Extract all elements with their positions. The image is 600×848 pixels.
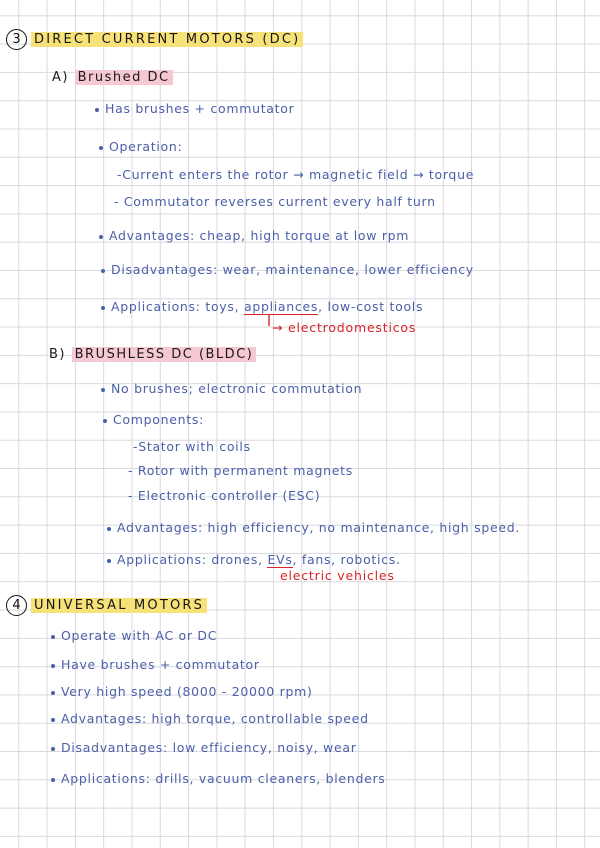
list-item xyxy=(128,463,353,478)
bullet-icon xyxy=(51,747,55,751)
list-item xyxy=(51,711,369,726)
list-item xyxy=(133,439,251,454)
list-item-text: Very high speed (8000 - 20000 rpm) xyxy=(61,684,313,699)
list-item xyxy=(107,520,520,535)
subsection-a-prefix: A) xyxy=(52,70,69,85)
underlined-term: appliances xyxy=(243,299,319,314)
section-4-number: 4 xyxy=(6,595,27,616)
bullet-icon xyxy=(51,635,55,639)
section-3-title: DIRECT CURRENT MOTORS (DC) xyxy=(31,32,303,47)
list-item-text: , fans, robotics. xyxy=(292,552,401,567)
list-item xyxy=(101,262,474,277)
list-item xyxy=(101,299,423,314)
bullet-icon xyxy=(51,718,55,722)
list-item-text: Applications: toys, xyxy=(111,299,244,314)
bullet-icon xyxy=(103,419,107,423)
subsection-b-prefix: B) xyxy=(49,347,66,362)
list-item-text: - Electronic controller (ESC) xyxy=(128,488,321,503)
bullet-icon xyxy=(101,388,105,392)
bullet-icon xyxy=(51,778,55,782)
list-item-text: No brushes; electronic commutation xyxy=(111,381,363,396)
bullet-icon xyxy=(101,306,105,310)
section-3-heading xyxy=(6,29,303,50)
list-item-text: Have brushes + commutator xyxy=(61,657,260,672)
list-item-text: -Current enters the rotor → magnetic field → torque xyxy=(117,167,475,182)
list-item xyxy=(51,628,217,643)
list-item-text: - Commutator reverses current every half turn xyxy=(114,194,436,209)
list-item xyxy=(51,771,386,786)
subsection-b-heading xyxy=(49,347,256,362)
bullet-icon xyxy=(99,146,103,150)
list-item-text: Advantages: high efficiency, no maintenance, high speed. xyxy=(117,520,521,535)
list-item-text: Disadvantages: wear, maintenance, lower efficiency xyxy=(111,262,474,277)
list-item-text: , low-cost tools xyxy=(318,299,424,314)
section-4-heading xyxy=(6,595,207,616)
list-item xyxy=(95,101,294,116)
list-item xyxy=(117,167,474,182)
underlined-term: EVs xyxy=(267,552,293,567)
list-item-text: Operate with AC or DC xyxy=(61,628,218,643)
subsection-a-heading xyxy=(52,70,173,85)
list-item xyxy=(103,412,204,427)
list-item-text: - Rotor with permanent magnets xyxy=(128,463,353,478)
list-item xyxy=(107,552,401,567)
bullet-icon xyxy=(51,691,55,695)
bullet-icon xyxy=(107,527,111,531)
list-item-text: Applications: drills, vacuum cleaners, blenders xyxy=(61,771,386,786)
list-item xyxy=(51,740,357,755)
bullet-icon xyxy=(101,269,105,273)
list-item-text: Disadvantages: low efficiency, noisy, wear xyxy=(61,740,357,755)
list-item-text: Advantages: high torque, controllable speed xyxy=(61,711,369,726)
list-item xyxy=(51,657,260,672)
subsection-b-title: BRUSHLESS DC (BLDC) xyxy=(72,347,257,362)
list-item-text: Advantages: cheap, high torque at low rpm xyxy=(109,228,410,243)
section-3-number: 3 xyxy=(6,29,27,50)
list-item xyxy=(128,488,320,503)
bullet-icon xyxy=(51,664,55,668)
bullet-icon xyxy=(99,235,103,239)
list-item xyxy=(99,139,182,154)
translation-note: electric vehicles xyxy=(280,568,395,583)
translation-note: → electrodomesticos xyxy=(272,320,417,335)
section-4-title: UNIVERSAL MOTORS xyxy=(31,598,207,613)
list-item xyxy=(51,684,313,699)
list-item-text: Components: xyxy=(113,412,204,427)
bullet-icon xyxy=(95,108,99,112)
subsection-a-title: Brushed DC xyxy=(75,70,173,85)
list-item xyxy=(114,194,436,209)
list-item-text: -Stator with coils xyxy=(133,439,251,454)
bullet-icon xyxy=(107,559,111,563)
list-item xyxy=(101,381,362,396)
list-item-text: Has brushes + commutator xyxy=(105,101,295,116)
list-item-text: Applications: drones, xyxy=(117,552,268,567)
list-item-text: Operation: xyxy=(109,139,183,154)
list-item xyxy=(99,228,409,243)
